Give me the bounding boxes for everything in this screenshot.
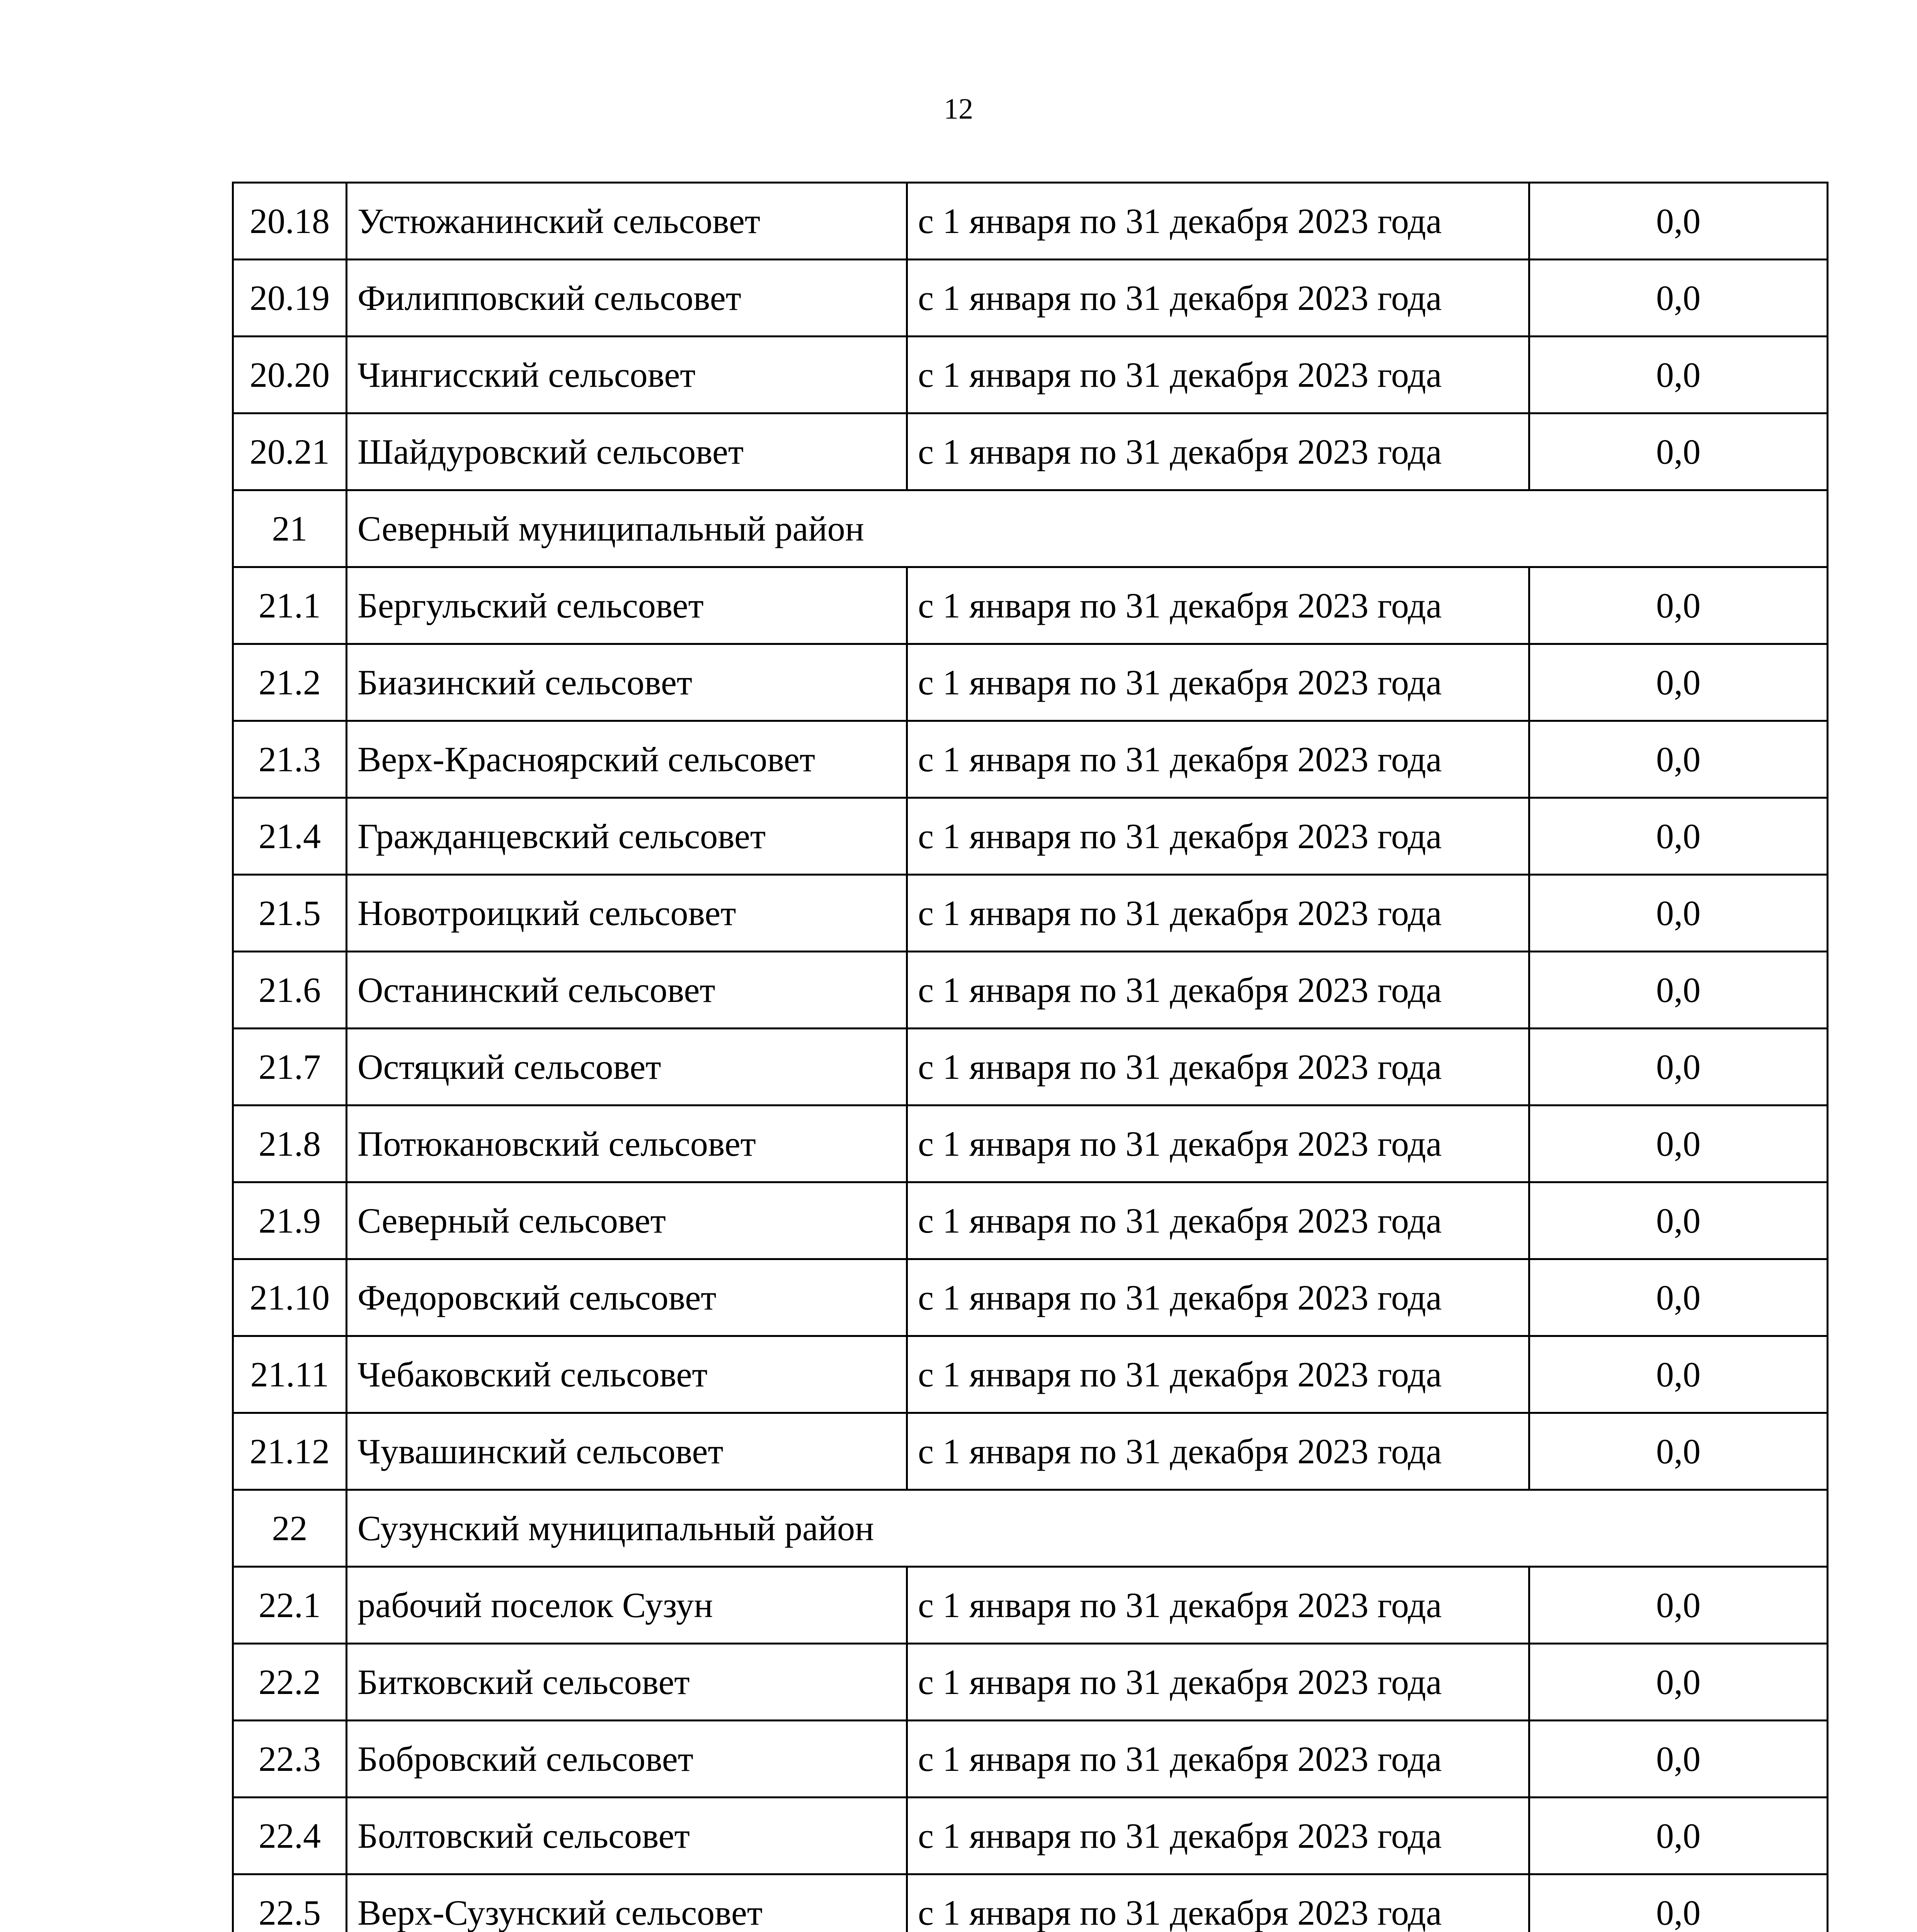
municipality-name: Болтовский сельсовет (347, 1798, 907, 1874)
district-header-row (233, 1490, 1828, 1567)
row-number: 22.4 (233, 1798, 347, 1874)
period-cell: с 1 января по 31 декабря 2023 года (907, 1336, 1529, 1413)
data-table (232, 182, 1828, 1932)
value-cell: 0,0 (1529, 798, 1828, 875)
period-cell: с 1 января по 31 декабря 2023 года (907, 1029, 1529, 1105)
municipality-name: Верх-Сузунский сельсовет (347, 1874, 907, 1932)
row-number: 20.18 (233, 183, 347, 260)
period-cell: с 1 января по 31 декабря 2023 года (907, 1644, 1529, 1721)
period-cell: с 1 января по 31 декабря 2023 года (907, 183, 1529, 260)
value-cell: 0,0 (1529, 644, 1828, 721)
municipality-name: Бергульский сельсовет (347, 567, 907, 644)
row-number: 21.8 (233, 1105, 347, 1182)
row-number: 21.7 (233, 1029, 347, 1105)
page-number: 12 (944, 93, 973, 125)
municipality-name: Биазинский сельсовет (347, 644, 907, 721)
row-number: 21.10 (233, 1259, 347, 1336)
municipality-name: Потюкановский сельсовет (347, 1105, 907, 1182)
period-cell: с 1 января по 31 декабря 2023 года (907, 1874, 1529, 1932)
table-row (233, 1105, 1828, 1182)
period-cell: с 1 января по 31 декабря 2023 года (907, 1105, 1529, 1182)
value-cell: 0,0 (1529, 1874, 1828, 1932)
value-cell: 0,0 (1529, 260, 1828, 337)
municipality-name: Гражданцевский сельсовет (347, 798, 907, 875)
value-cell: 0,0 (1529, 183, 1828, 260)
table-row (233, 1336, 1828, 1413)
value-cell: 0,0 (1529, 1644, 1828, 1721)
table-row (233, 567, 1828, 644)
row-number: 21.11 (233, 1336, 347, 1413)
table-row (233, 183, 1828, 260)
table-row (233, 413, 1828, 490)
municipality-name: Остяцкий сельсовет (347, 1029, 907, 1105)
table-body (233, 183, 1828, 1932)
table-row (233, 1721, 1828, 1798)
period-cell: с 1 января по 31 декабря 2023 года (907, 875, 1529, 952)
district-header-row (233, 490, 1828, 567)
municipality-name: Останинский сельсовет (347, 952, 907, 1029)
period-cell: с 1 января по 31 декабря 2023 года (907, 1259, 1529, 1336)
table-row (233, 1798, 1828, 1874)
period-cell: с 1 января по 31 декабря 2023 года (907, 721, 1529, 798)
municipality-name: Федоровский сельсовет (347, 1259, 907, 1336)
period-cell: с 1 января по 31 декабря 2023 года (907, 337, 1529, 413)
table-row (233, 644, 1828, 721)
table-row (233, 1567, 1828, 1644)
period-cell: с 1 января по 31 декабря 2023 года (907, 260, 1529, 337)
table-row (233, 1259, 1828, 1336)
table-row (233, 875, 1828, 952)
value-cell: 0,0 (1529, 337, 1828, 413)
row-number: 21 (233, 490, 347, 567)
value-cell: 0,0 (1529, 1567, 1828, 1644)
municipality-name: Шайдуровский сельсовет (347, 413, 907, 490)
value-cell: 0,0 (1529, 1259, 1828, 1336)
value-cell: 0,0 (1529, 1105, 1828, 1182)
row-number: 21.1 (233, 567, 347, 644)
municipality-name: Устюжанинский сельсовет (347, 183, 907, 260)
municipality-name: Битковский сельсовет (347, 1644, 907, 1721)
period-cell: с 1 января по 31 декабря 2023 года (907, 1798, 1529, 1874)
table-row (233, 952, 1828, 1029)
period-cell: с 1 января по 31 декабря 2023 года (907, 644, 1529, 721)
value-cell: 0,0 (1529, 952, 1828, 1029)
row-number: 21.6 (233, 952, 347, 1029)
value-cell: 0,0 (1529, 1029, 1828, 1105)
row-number: 21.4 (233, 798, 347, 875)
period-cell: с 1 января по 31 декабря 2023 года (907, 413, 1529, 490)
table-row (233, 721, 1828, 798)
row-number: 21.12 (233, 1413, 347, 1490)
district-name: Северный муниципальный район (347, 490, 1828, 567)
row-number: 22.3 (233, 1721, 347, 1798)
period-cell: с 1 января по 31 декабря 2023 года (907, 798, 1529, 875)
period-cell: с 1 января по 31 декабря 2023 года (907, 567, 1529, 644)
municipality-name: Чингисский сельсовет (347, 337, 907, 413)
row-number: 21.9 (233, 1182, 347, 1259)
municipality-name: Верх-Красноярский сельсовет (347, 721, 907, 798)
period-cell: с 1 января по 31 декабря 2023 года (907, 952, 1529, 1029)
municipality-name: рабочий поселок Сузун (347, 1567, 907, 1644)
row-number: 21.3 (233, 721, 347, 798)
value-cell: 0,0 (1529, 567, 1828, 644)
table-row (233, 1874, 1828, 1932)
row-number: 20.20 (233, 337, 347, 413)
district-name: Сузунский муниципальный район (347, 1490, 1828, 1567)
municipality-name: Чувашинский сельсовет (347, 1413, 907, 1490)
municipality-name: Северный сельсовет (347, 1182, 907, 1259)
row-number: 22.5 (233, 1874, 347, 1932)
table-row (233, 337, 1828, 413)
row-number: 20.19 (233, 260, 347, 337)
period-cell: с 1 января по 31 декабря 2023 года (907, 1413, 1529, 1490)
value-cell: 0,0 (1529, 1798, 1828, 1874)
table-row (233, 1029, 1828, 1105)
table-row (233, 798, 1828, 875)
value-cell: 0,0 (1529, 1182, 1828, 1259)
table-row (233, 1413, 1828, 1490)
row-number: 21.5 (233, 875, 347, 952)
value-cell: 0,0 (1529, 875, 1828, 952)
row-number: 22.1 (233, 1567, 347, 1644)
table-row (233, 1182, 1828, 1259)
row-number: 21.2 (233, 644, 347, 721)
value-cell: 0,0 (1529, 1336, 1828, 1413)
municipality-name: Бобровский сельсовет (347, 1721, 907, 1798)
row-number: 20.21 (233, 413, 347, 490)
row-number: 22 (233, 1490, 347, 1567)
period-cell: с 1 января по 31 декабря 2023 года (907, 1182, 1529, 1259)
municipality-name: Чебаковский сельсовет (347, 1336, 907, 1413)
table-row (233, 260, 1828, 337)
period-cell: с 1 января по 31 декабря 2023 года (907, 1721, 1529, 1798)
table-row (233, 1644, 1828, 1721)
value-cell: 0,0 (1529, 721, 1828, 798)
value-cell: 0,0 (1529, 1721, 1828, 1798)
value-cell: 0,0 (1529, 1413, 1828, 1490)
municipality-name: Филипповский сельсовет (347, 260, 907, 337)
row-number: 22.2 (233, 1644, 347, 1721)
period-cell: с 1 января по 31 декабря 2023 года (907, 1567, 1529, 1644)
value-cell: 0,0 (1529, 413, 1828, 490)
municipality-name: Новотроицкий сельсовет (347, 875, 907, 952)
